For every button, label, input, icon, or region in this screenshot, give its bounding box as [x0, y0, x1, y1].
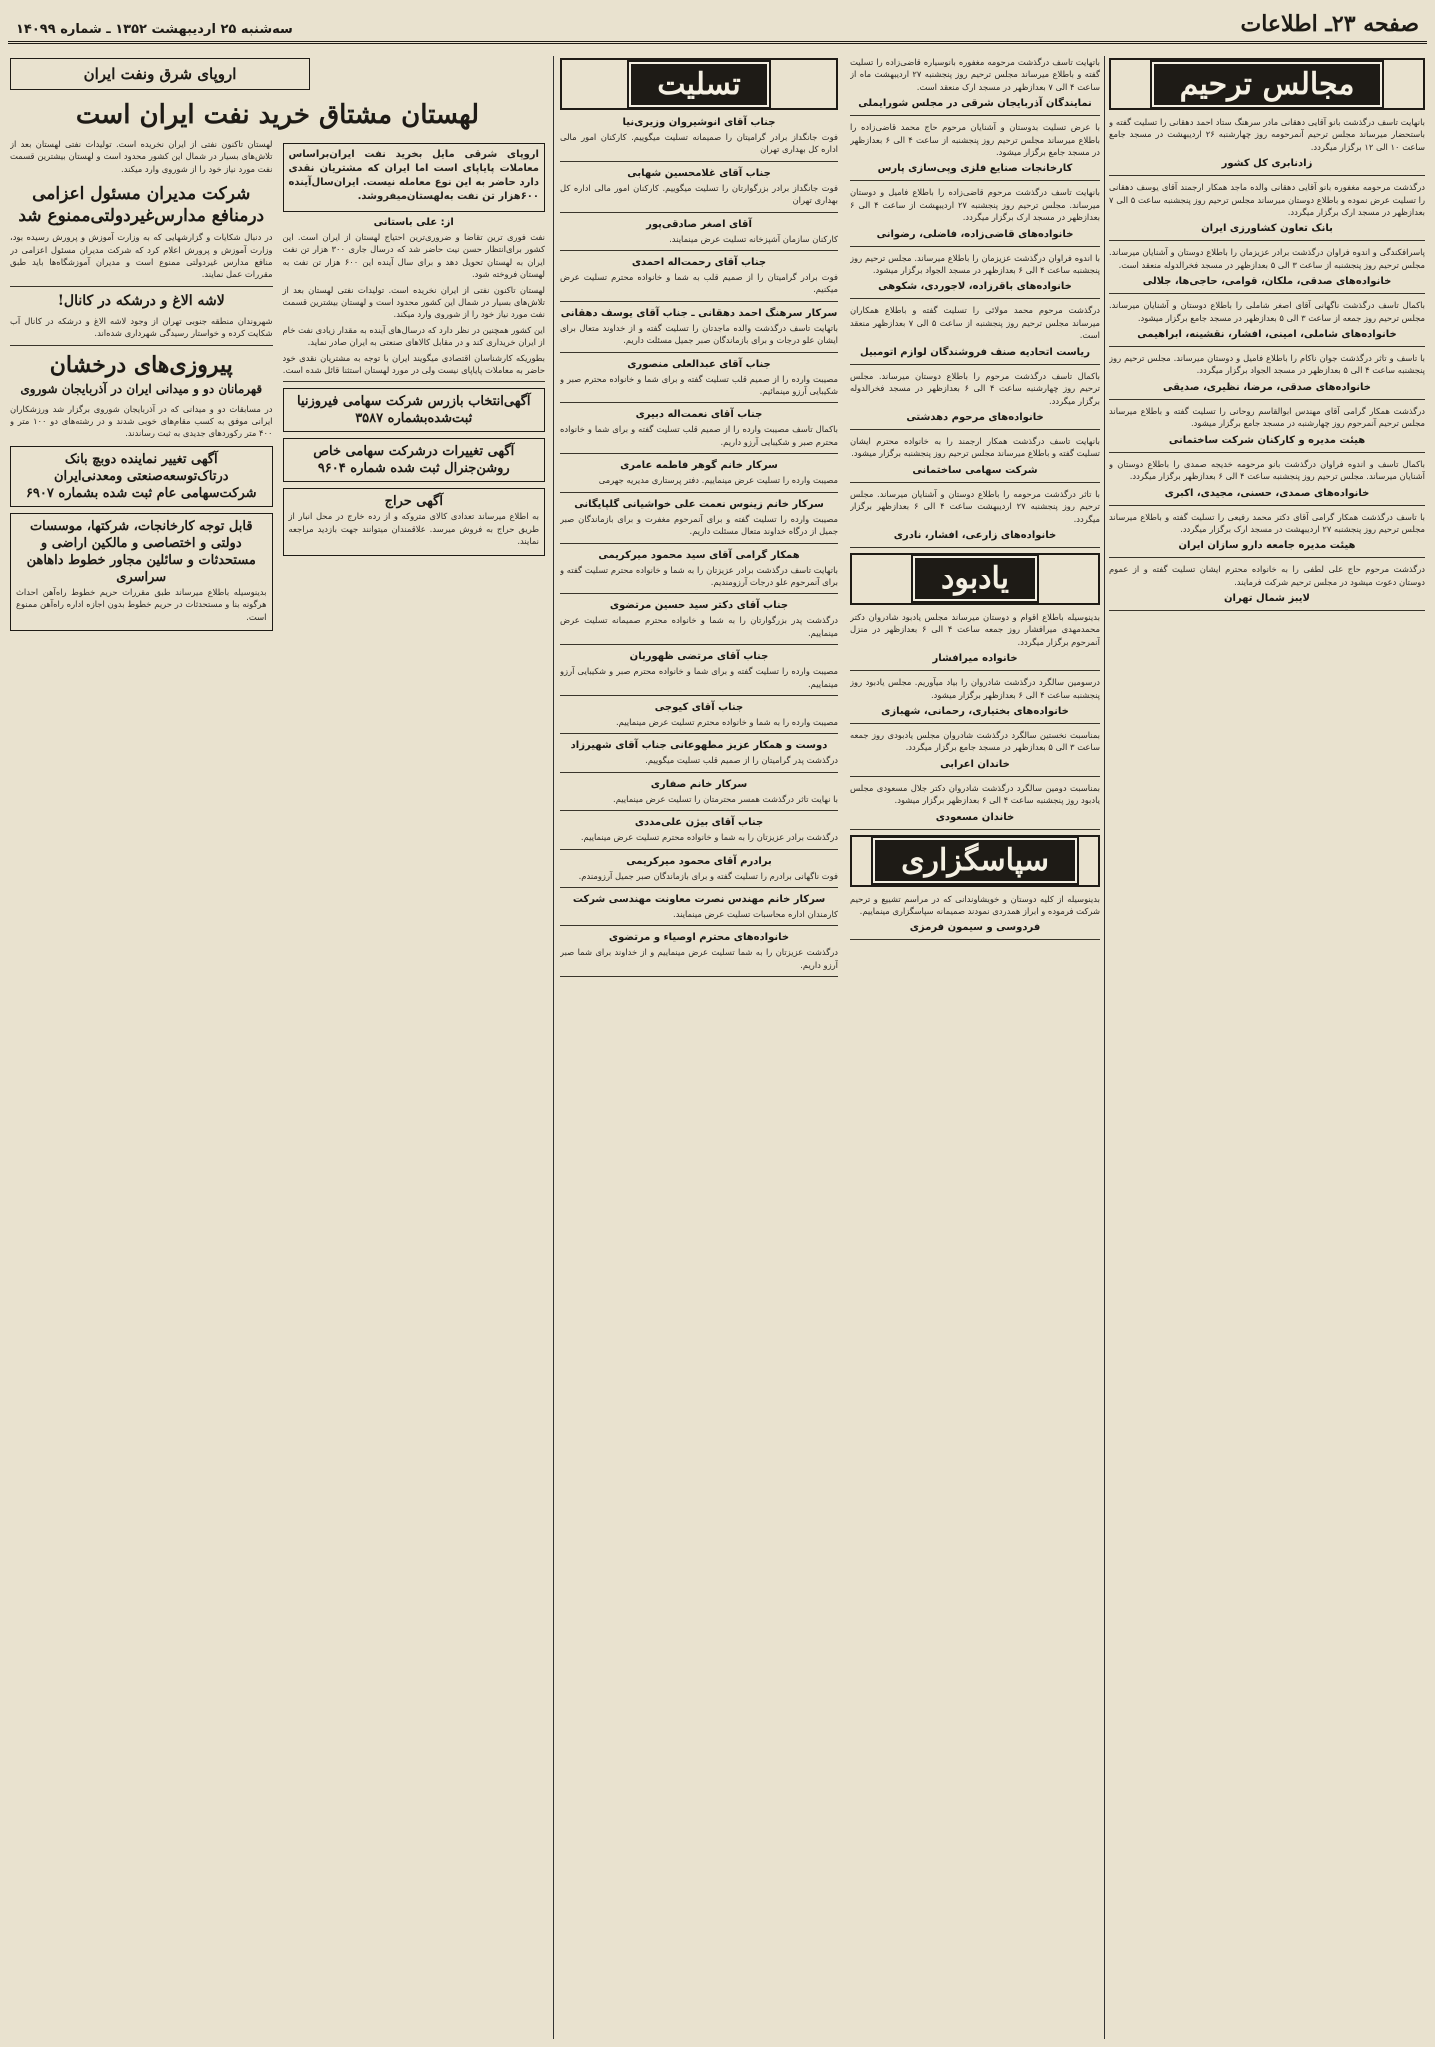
notice-text: بدینوسیله از کلیه دوستان و خویشاوندانی که در مراسم تشییع و ترحیم شرکت فرموده و ابراز همدردی نمودند صمیمانه سپاسگزاری مینماییم. — [850, 893, 1100, 916]
column-divider — [553, 56, 554, 2039]
notice — [850, 729, 1100, 777]
notice — [1109, 352, 1425, 400]
notice — [850, 370, 1100, 430]
notice-signature: خانواده‌های بختیاری، رحمانی، شهبازی — [881, 705, 1069, 717]
news-subhead-sports: قهرمانان دو و میدانی ایران در آذربایجان شوروی — [20, 381, 263, 396]
notice-signature: جناب آقای دکتر سید حسین مرتضوی — [609, 600, 789, 612]
news-column-a — [283, 138, 546, 637]
notice-signature: جناب آقای مرتضی ظهوریان — [629, 651, 769, 663]
notice — [1109, 405, 1425, 453]
notice — [850, 121, 1100, 181]
notice — [850, 304, 1100, 364]
notice — [560, 931, 838, 977]
notice-text: درگذشت برادر عزیزتان را به شما و خانواده محترم تسلیت عرض مینماییم. — [580, 832, 838, 843]
notice-signature: ریاست اتحادیه صنف فروشندگان لوازم اتومبیل — [860, 346, 1090, 358]
notice — [850, 893, 1100, 941]
notice-signature: بانک تعاون کشاورزی ایران — [1201, 223, 1333, 235]
column-sympathy — [560, 56, 838, 2039]
notice-signature: خانواده‌های مرحوم دهدشتی — [906, 411, 1044, 423]
notice-text: فوت جانگداز برادر گرامیتان را صمیمانه تسلیت میگوییم. کارکنان امور مالی اداره کل بهداری تهران — [560, 132, 838, 155]
memorial-banner-text: یادبود — [913, 556, 1037, 601]
notice — [850, 252, 1100, 300]
notice — [850, 676, 1100, 724]
notice — [560, 893, 838, 926]
notice-text: کارکنان سازمان آشپزخانه تسلیت عرض مینمایند. — [669, 233, 838, 244]
notice — [560, 701, 838, 734]
news-text-sports: در مسابقات دو و میدانی که در آذربایجان شوروی برگزار شد ورزشکاران ایرانی موفق به کسب مقام‌های خوبی شدند و در رشته‌های دو ۱۰۰ متر و ۴۰۰ متر رکوردهای جدیدی به ثبت رساندند. — [10, 403, 273, 439]
railway-ad — [10, 513, 273, 631]
notice-signature: جناب آقای کیوجی — [654, 701, 744, 713]
notice-signature: دوست و همکار عزیز مطهوعانی جناب آقای شهیرزاد — [570, 740, 828, 752]
notice-signature: جناب آقای عبدالعلی منصوری — [627, 358, 771, 370]
auction-ad — [283, 488, 546, 555]
notice-text: درگذشت همکار گرامی آقای مهندس ابوالقاسم روحانی را تسلیت گفته و باطلاع میرساند مجلس ترحیم آنمرحوم روز چهارشنبه در مسجد جامع برگزار میشود. — [1109, 405, 1425, 429]
notice-text: با تاسف و تاثر درگذشت جوان ناکام را باطلاع فامیل و دوستان میرساند. مجلس ترحیم روز پنجشنبه ساعت ۴ الی ۵ بعدازظهر در مسجد الجواد برگزار میگردد. — [1109, 353, 1425, 376]
column-divider — [1104, 56, 1105, 2039]
notice-signature: خانواده‌های صدقی، ملکان، قوامی، حاجی‌ها، جلالی — [1142, 276, 1392, 288]
news-paragraph: بطوریکه کارشناسان اقتصادی میگویند ایران با توجه به مشتریان نقدی خود حاضر به معاملات پایاپای نیست ولی در مورد لهستان استثنا قائل شده است. — [282, 352, 545, 376]
notice — [1109, 511, 1425, 559]
notice-text: مصیبت وارده را تسلیت گفته و برای شما و خانواده محترم صبر و شکیبایی آرزو مینماییم. — [560, 666, 838, 689]
news-paragraph: لهستان تاکنون نفتی از ایران نخریده است. تولیدات نفتی لهستان بعد از تلاش‌های بسیار در شمال این کشور محدود است و لهستان بیشترین قسمت نفت مورد نیاز خود را از شوروی وارد میکند. — [10, 139, 273, 174]
condolence-banner — [1109, 58, 1425, 110]
notice-signature: شرکت سهامی ساختمانی — [912, 464, 1038, 476]
notice-signature: خاندان مسعودی — [935, 811, 1015, 823]
notice — [1109, 246, 1425, 294]
notice-text: باکمال تاسف و اندوه فراوان درگذشت بانو مرحومه خدیجه صمدی را باطلاع دوستان و آشنایان میرساند. مجلس ترحیم روز پنجشنبه ساعت ۴ الی ۶ بعدازظهر برگزار میگردد. — [1109, 458, 1425, 482]
notice-text: درگذشت پدر گرامیتان را از صمیم قلب تسلیت میگوییم. — [645, 755, 838, 766]
sympathy-banner — [560, 58, 838, 110]
notice-signature: سرکار خانم مهندس نصرت معاونت مهندسی شرکت — [572, 893, 826, 905]
notice-signature: خانواده میرافشار — [932, 653, 1018, 665]
notice-text: باتهایت تاسف درگذشت برادر عزیزتان را به شما و خانواده محترم تسلیت گفته و برای آنمرحوم علو درجات آرزومندیم. — [560, 564, 838, 587]
notice-signature: خانواده‌های محترم اوصیاء و مرتضوی — [608, 932, 790, 944]
news-kicker: اروپای شرق ونفت ایران — [10, 58, 310, 90]
notice — [560, 855, 838, 888]
notice-signature: همکار گرامی آقای سید محمود میرکریمی — [598, 549, 800, 561]
notice-signature: زادنابری کل کشور — [1221, 158, 1313, 170]
notice — [560, 256, 838, 302]
notice-text: بانهایت تاسف درگذشت بانو آقایی دهقانی مادر سرهنگ ستاد احمد دهقانی را تسلیت گفته و باستحضار میرساند مجلس ترحیم آنمرحومه روز چهارشنبه ۲۶ اردیبهشت در مسجد جامع ساعت ۱۰ الی ۱۲ برگزار میگردد. — [1109, 117, 1425, 152]
notice-signature: خانواده‌های قاضی‌زاده، فاضلی، رضوانی — [876, 228, 1074, 240]
notice — [560, 358, 838, 404]
notice-signature: نمایندگان آذربایجان شرقی در مجلس شورایملی — [858, 98, 1092, 110]
notice-text: باکمال تاسف درگذشت مرحوم را باطلاع دوستان میرساند. مجلس ترحیم روز چهارشنبه ساعت ۴ الی ۶ بعدازظهر در مسجد فخرالدوله برگزار میگردد. — [850, 370, 1100, 406]
notice — [850, 488, 1100, 548]
notice-text: کارمندان اداره محاسبات تسلیت عرض مینمایند. — [673, 908, 838, 919]
notice — [850, 611, 1100, 671]
news-headline-sports: پیروزی‌های درخشان — [49, 351, 233, 378]
notice-signature: لایبز شمال تهران — [1224, 593, 1310, 605]
news-paragraph: این کشور همچنین در نظر دارد که درسال‌های آینده به مقدار زیادی نفت خام از ایران خریداری کند و در مقابل کالاهای صنعتی به ایران صادر نماید. — [282, 324, 545, 348]
thanks-banner — [850, 835, 1100, 887]
news-summary-text: اروپای شرقی مایل بخرید نفت ایران‌براساس معاملات پایاپای است اما ایران که مشتریان نقدی دارد حاضر به این نوع معامله نیست. ایران‌سال‌آینده ۶۰۰هزار تن نفت به‌لهستان‌میفروشد. — [288, 149, 539, 202]
notice — [850, 56, 1100, 116]
notice-text: درگذشت عزیزتان را به شما تسلیت عرض مینماییم و از خداوند برای شما صبر آرزو داریم. — [560, 947, 838, 970]
column-condolence-left — [850, 56, 1100, 2039]
notice — [1109, 563, 1425, 611]
notice-signature: جناب آقای رحمت‌اله احمدی — [631, 257, 767, 269]
notice — [560, 739, 838, 772]
notice-signature: هیئت مدیره جامعه دارو سازان ایران — [1178, 540, 1356, 552]
notice-signature: کارخانجات صنایع فلزی وپی‌سازی پارس — [877, 163, 1073, 175]
notice-text: بمناسبت دومین سالگرد درگذشت شادروان دکتر جلال مسعودی مجلس یادبود روز پنجشنبه ساعت ۴ الی ۶ بعدازظهر برگزار میشود. — [850, 782, 1100, 806]
issue-date-line: سه‌شنبه ۲۵ اردیبهشت ۱۳۵۲ ـ شماره ۱۴۰۹۹ — [16, 22, 293, 37]
notice-signature: سرکار سرهنگ احمد دهقانی ـ جناب آقای یوسف دهقانی — [560, 307, 838, 319]
notice-text: مصیبت وارده را از صمیم قلب تسلیت گفته و برای شما و خانواده محترم صبر و شکیبایی آرزو مینمائیم. — [560, 373, 838, 397]
news-headline-schools: شرکت مدیران مسئول اعزامی درمنافع مدارس‌غیردولتی‌ممنوع شد — [18, 184, 265, 227]
notice-signature: سرکار خانم زینوس نعمت‌ علی خواشیانی گلپایگانی — [574, 498, 824, 510]
notice-text: درگذشت مرحوم محمد مولائی را تسلیت گفته و باطلاع همکاران میرساند مجلس ترحیم روز پنجشنبه از ساعت ۵ الی ۷ بعدازظهر منعقد است. — [850, 305, 1100, 341]
notice-signature: برادرم آقای محمود میرکریمی — [626, 855, 772, 867]
notice-text: درگذشت مرحوم حاج علی لطفی را به خانواده محترم ایشان تسلیت گفته و از عموم دوستان دعوت میشود در مجلس ترحیم شرکت فرمایند. — [1109, 564, 1425, 587]
notice-text: با نهایت تاثر درگذشت همسر محترمتان را تسلیت عرض مینماییم. — [613, 793, 838, 804]
notice-text: پاسرافکندگی و اندوه فراوان درگذشت برادر عزیزمان را باطلاع دوستان و آشنایان میرساند. مجلس ترحیم روز پنجشنبه از ساعت ۳ الی ۵ بعدازظهر در مسجد فخرالدوله منعقد است. — [1109, 247, 1425, 270]
notice-signature: خاندان اعرابی — [940, 758, 1010, 770]
classified-ad — [283, 388, 546, 432]
notice-signature: سرکار خانم گوهر فاطمه عامری — [620, 460, 778, 472]
bank-ad — [10, 446, 273, 507]
notice — [560, 408, 838, 454]
notice-text: مصیبت وارده را تسلیت عرض مینماییم. دفتر پرستاری مدیریه جهرمی — [598, 475, 838, 486]
notice — [560, 599, 838, 645]
notice-text: بانهایت تاسف درگذشت مرحوم قاضی‌زاده را باطلاع فامیل و دوستان میرساند. مجلس ترحیم روز پنجشنبه ۲۷ اردیبهشت از ساعت ۴ الی ۶ بعدازظهر در مسجد ارک برگزار میگردد. — [850, 187, 1100, 223]
notice-text: با تاثر درگذشت مرحومه را باطلاع دوستان و آشنایان میرساند. مجلس ترحیم روز پنجشنبه ۲۷ اردیبهشت ساعت ۴ الی ۶ بعدازظهر برگزار میگردد. — [850, 488, 1100, 524]
news-headline-canal: لاشه الاغ و درشکه در کانال! — [57, 292, 225, 309]
classified-ad-title: آگهی تغییرات درشرکت سهامی خاص روشن‌جنرال ثبت شده شماره ۹۶۰۴ — [313, 444, 515, 477]
column-condolence-right — [1109, 56, 1425, 2039]
notice-text: درسومین سالگرد درگذشت شادروان را بیاد میآوریم. مجلس یادبود روز پنجشنبه ساعت ۴ الی ۶ بعدازظهر برگزار میشود. — [850, 677, 1100, 700]
news-paragraph: لهستان تاکنون نفتی از ایران نخریده است. تولیدات نفتی لهستان بعد از تلاش‌های بسیار در شمال این کشور محدود است و لهستان بیشترین قسمت نفت مورد نیاز خود را از شوروی وارد میکند. — [282, 284, 545, 320]
notice-text: بمناسبت نخستین سالگرد درگذشت شادروان مجلس یادبودی روز جمعه ساعت ۳ الی ۵ بعدازظهر در مسجد جامع برگزار میگردد. — [850, 729, 1100, 753]
notice-signature: سرکار خانم صفاری — [650, 778, 748, 790]
notice-text: باتهایت تاسف درگذشت مرحومه مغفوره بانوسیاره قاضی‌زاده را تسلیت گفته و باطلاع میرساند مجلس ترحیم روز پنجشنبه ۲۷ اردیبهشت ماه از ساعت ۴ الی ۷ بعدازظهر در مسجد ارک منعقد است. — [850, 57, 1100, 92]
notice — [560, 816, 838, 849]
notice — [1109, 458, 1425, 506]
notice — [560, 116, 838, 162]
notice-signature: خانواده‌های صمدی، حسنی، مجیدی، اکبری — [1164, 487, 1370, 499]
notice-signature: آقای اصغر صادقی‌پور — [646, 218, 752, 230]
notice — [560, 459, 838, 492]
notice — [1109, 116, 1425, 176]
notice — [560, 307, 838, 353]
news-column-b — [10, 138, 273, 637]
auction-ad-title: آگهی حراج — [384, 494, 443, 510]
notice — [560, 167, 838, 213]
notice — [850, 782, 1100, 830]
notice-text: فوت جانگداز برادر بزرگوارتان را تسلیت میگوییم. کارکنان امور مالی اداره کل بهداری تهران — [560, 182, 838, 206]
notice-text: با اندوه فراوان درگذشت عزیزمان را باطلاع میرساند. مجلس ترحیم روز پنجشنبه ساعت ۴ الی ۶ بعدازظهر در مسجد الجواد برگزار میشود. — [850, 252, 1100, 276]
news-byline: از: علی باستانی — [373, 217, 454, 228]
notice-signature: فردوسی و سیمون فرمزی — [909, 922, 1041, 934]
notice — [850, 186, 1100, 246]
notice-text: باکمال تاسف مصیبت وارده را از صمیم قلب تسلیت گفته و برای شما و خانواده محترم صبر و شکیبایی آرزو داریم. — [560, 424, 838, 447]
thanks-banner-text: سپاسگزاری — [873, 838, 1077, 883]
notice-signature: جناب آقای بیژن علی‌مددی — [634, 817, 764, 829]
notice-text: بدینوسیله باطلاع اقوام و دوستان میرساند مجلس یادبود شادروان دکتر محمدمهدی میرافشار روز جمعه ساعت ۴ الی ۶ بعدازظهر در منزل آنمرحوم برگزار میگردد. — [850, 611, 1100, 647]
notice-text: درگذشت مرحومه مغفوره بانو آقایی دهقانی والده ماجد همکار ارجمند آقای یوسف دهقانی را تسلیت عرض نموده و باطلاع دوستان میرساند مجلس ترحیم روز پنجشنبه ساعت ۵ الی ۷ بعدازظهر در مسجد ارک برگزار میگردد. — [1109, 182, 1425, 218]
auction-ad-text: به اطلاع میرساند تعدادی کالای متروکه و از رده خارج در محل انبار از طریق حراج به فروش میرسد. علاقمندان میتوانند جهت بازدید مراجعه نمایند. — [288, 511, 539, 547]
bank-ad-title: آگهی تغییر نماینده دوبچ بانک درتاک‌توسعه‌صنعتی ومعدنی‌ایران شرکت‌سهامی عام ثبت شده بشماره ۶۹۰۷ — [25, 451, 257, 501]
notice — [560, 650, 838, 696]
notice — [560, 218, 838, 251]
notice — [560, 549, 838, 595]
notice-signature: خانواده‌های شاملی، امینی، افشار، نقشینه، ابراهیمی — [1137, 329, 1397, 341]
news-summary-box — [283, 143, 546, 212]
news-text-canal: شهروندان منطقه جنوبی تهران از وجود لاشه الاغ و درشکه در کانال آب شکایت کرده و خواستار رسیدگی شهرداری شده‌اند. — [10, 315, 273, 339]
notice-signature: خانواده‌های باقرزاده، لاجوردی، شکوهی — [878, 281, 1072, 293]
railway-ad-title: قابل توجه کارخانجات، شرکتها، موسسات دولتی و اختصاصی و مالکین اراضی و مستحدثات و سائلین مجاور خطوط داهاهن سراسری — [26, 518, 256, 585]
notice — [560, 778, 838, 811]
notice-text: فوت ناگهانی برادرم را تسلیت گفته و برای بازماندگان صبر جمیل آرزومندم. — [578, 870, 838, 881]
classified-ad — [283, 438, 546, 482]
notice-text: مصیبت وارده را به شما و خانواده محترم تسلیت عرض مینماییم. — [616, 716, 838, 727]
notice-signature: هیئت مدیره و کارکنان شرکت ساختمانی — [1168, 434, 1366, 446]
notice — [1109, 181, 1425, 241]
news-body — [10, 138, 545, 637]
railway-ad-text: بدینوسیله باطلاع میرساند طبق مقررات حریم خطوط راه‌آهن احداث هرگونه بنا و مستحدثات در حریم خطوط بدون اجازه اداره راه‌آهن ممنوع است. — [16, 586, 267, 622]
notice-signature: جناب آقای غلامحسین شهابی — [627, 167, 771, 179]
notice-text: بانهایت تاسف درگذشت همکار ارجمند را به خانواده محترم ایشان تسلیت گفته و باطلاع میرساند مجلس ترحیم روز پنجشنبه برگزار میشود. — [850, 435, 1100, 459]
notice-text: باتهایت تاسف درگذشت والده ماجدتان را تسلیت گفته و از خداوند متعال برای ایشان علو درجات و برای بازماندگان صبر جمیل مسئلت داریم. — [560, 322, 838, 346]
notice-signature: خانواده‌های صدقی، مرضا، نظیری، صدیقی — [1162, 381, 1372, 393]
notice — [560, 498, 838, 544]
page-number: صفحه ۲۳ـ اطلاعات — [1240, 11, 1419, 37]
notice-text: مصیبت وارده را تسلیت گفته و برای آنمرحوم مغفرت و برای بازماندگان صبر جمیل از درگاه خداوند متعال مسئلت داریم. — [560, 513, 838, 537]
notice-signature: جناب آقای انوشیروان وزیری‌نیا — [622, 117, 776, 128]
column-news — [10, 56, 545, 2039]
page-header — [8, 10, 1427, 44]
memorial-banner — [850, 553, 1100, 605]
news-paragraph: نفت فوری ترین تقاضا و ضروری‌ترین احتیاج لهستان از ایران است. این کشور برای‌انتظار حسن نیت حاضر شد که درسال جاری ۳۰۰ هزار تن نفت ایران به لهستان تحویل دهد و برای سال آینده این ۶۰۰ هزار تن نفت به لهستان فروخته شود. — [282, 232, 545, 280]
notice-text: فوت برادر گرامیتان را از صمیم قلب به شما و خانواده محترم تسلیت عرض میکنیم. — [560, 272, 838, 295]
classified-ad-title: آگهی‌انتخاب بازرس شرکت سهامی فیروزنیا ثبت‌شده‌بشماره ۳۵۸۷ — [296, 394, 531, 427]
notice-text: درگذشت پدر بزرگوارتان را به شما و خانواده محترم صمیمانه تسلیت عرض مینماییم. — [560, 615, 838, 638]
news-headline: لهستان مشتاق خرید نفت ایران است — [75, 100, 480, 130]
notice-signature: خانواده‌های زارعی، افشار، نادری — [893, 529, 1057, 541]
sympathy-banner-text: تسلیت — [629, 62, 769, 107]
news-text-schools: در دنبال شکایات و گزارشهایی که به وزارت آموزش و پرورش رسیده بود، وزارت آموزش و پرورش اعلام کرد که شرکت مدیران مسئول اعزامی در منافع مدارس غیردولتی ممنوع است و مدیران آموزشگاه‌ها باید طبق مقررات عمل نمایند. — [10, 232, 273, 280]
notice-text: با تاسف درگذشت همکار گرامی آقای دکتر محمد رفیعی را تسلیت گفته و باطلاع میرساند مجلس ترحیم روز پنجشنبه ۲۷ اردیبهشت در مسجد ارک برگزار میگردد. — [1109, 511, 1425, 534]
notice — [1109, 299, 1425, 347]
notice-signature: جناب آقای نعمت‌اله دبیری — [635, 409, 763, 421]
notice — [850, 435, 1100, 483]
notice-text: با عرض تسلیت بدوستان و آشنایان مرحوم حاج محمد قاضی‌زاده را باطلاع میرساند مجلس ترحیم روز پنجشنبه از ساعت ۴ الی ۶ بعدازظهر در مسجد جامع برگزار میشود. — [850, 122, 1100, 158]
notice-text: باکمال تاسف درگذشت ناگهانی آقای اصغر شاملی را باطلاع دوستان و آشنایان میرساند. مجلس ترحیم روز جمعه از ساعت ۳ الی ۵ بعدازظهر در مسجد جامع برگزار میشود. — [1109, 300, 1425, 323]
condolence-banner-text: مجالس ترحیم — [1152, 62, 1383, 107]
